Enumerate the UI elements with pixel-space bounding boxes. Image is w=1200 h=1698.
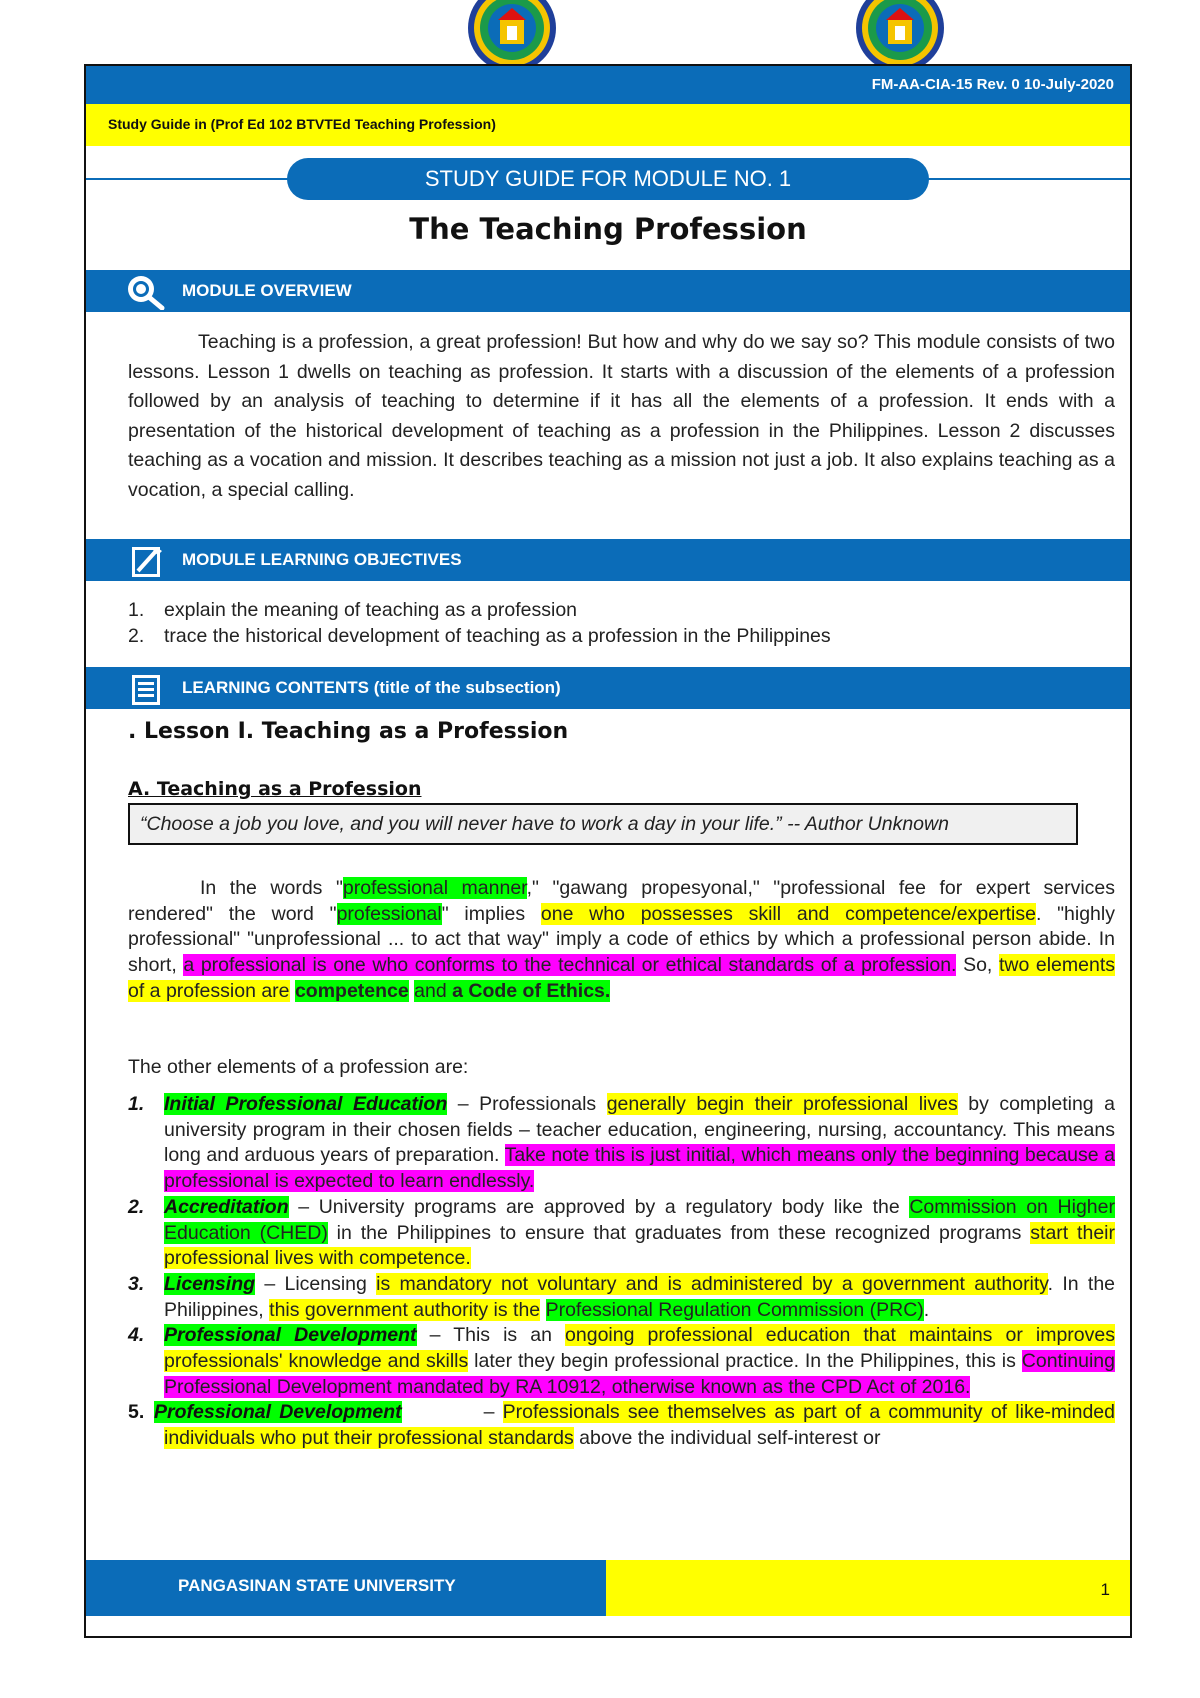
module-overview-label: MODULE OVERVIEW bbox=[182, 281, 352, 300]
list-item: 5. Professional Development – Professionals see themselves as part of a community of like-minded individuals who put their professional standards above the individual self-interest or bbox=[128, 1401, 1115, 1450]
learning-contents-bar bbox=[86, 667, 1130, 709]
magnifier-icon bbox=[122, 272, 168, 310]
university-name: PANGASINAN STATE UNIVERSITY bbox=[178, 1576, 456, 1595]
learning-contents-label: LEARNING CONTENTS (title of the subsection) bbox=[182, 678, 561, 697]
quote-box: “Choose a job you love, and you will never have to work a day in your life.” -- Author Unknown bbox=[128, 803, 1078, 845]
lesson-title: . Lesson I. Teaching as a Profession bbox=[128, 719, 569, 744]
university-logo-left bbox=[462, 0, 562, 70]
list-item: 3. Licensing – Licensing is mandatory not voluntary and is administered by a government authority. In the Philippines, this government authority is the Professional Regulation Commission (PRC). bbox=[128, 1272, 1116, 1321]
study-guide-label: Study Guide in (Prof Ed 102 BTVTEd Teaching Profession) bbox=[108, 116, 496, 132]
list-item: 4. Professional Development – This is an ongoing professional education that maintains or improves professionals' knowledge and skills later they begin professional practice. In the Philippines, this is Continuing Professional Development mandated by RA 10912, otherwise known as the CPD Act of 2016. bbox=[128, 1324, 1115, 1398]
form-code: FM-AA-CIA-15 Rev. 0 10-July-2020 bbox=[871, 76, 1114, 93]
module-banner: STUDY GUIDE FOR MODULE NO. 1 bbox=[287, 158, 929, 200]
profession-paragraph: In the words "professional manner," "gawang propesyonal," "professional fee for expert services rendered" the word "professional" implies one who possesses skill and competence/expertise. "highly professional" "unprofessional ... to act that way" imply a code of ethics by which a professional person abide. In short, a professional is one who conforms to the technical or ethical standards of a profession. So, two elements of a profession are competence and a Code of Ethics. bbox=[128, 877, 1116, 1002]
other-elements-intro: The other elements of a profession are: bbox=[128, 1056, 469, 1078]
elements-list bbox=[128, 1092, 1115, 1452]
module-overview-bar bbox=[86, 270, 1130, 312]
subsection-title: A. Teaching as a Profession bbox=[128, 778, 422, 800]
page-title: The Teaching Profession bbox=[409, 212, 807, 246]
objectives-list bbox=[128, 597, 831, 649]
university-logo-right bbox=[850, 0, 950, 70]
learning-objectives-bar bbox=[86, 539, 1130, 581]
list-item: 1. explain the meaning of teaching as a profession bbox=[128, 599, 578, 621]
page-number: 1 bbox=[1100, 1580, 1110, 1599]
list-item: 1. Initial Professional Education – Professionals generally begin their professional lives by completing a university program in their chosen fields – teacher education, engineering, nursing, accountancy. This means long and arduous years of preparation. Take note this is just initial, which means only the beginning because a professional is expected to learn endlessly. bbox=[128, 1093, 1115, 1193]
document-list-icon bbox=[122, 669, 168, 707]
study-guide-bar bbox=[86, 104, 1130, 146]
pencil-note-icon bbox=[122, 541, 168, 579]
list-item: 2. trace the historical development of teaching as a profession in the Philippines bbox=[128, 625, 831, 647]
footer-university-bar bbox=[86, 1560, 606, 1616]
list-item: 2. Accreditation – University programs are approved by a regulatory body like the Commission on Higher Education (CHED) in the Philippines to ensure that graduates from these recognized programs start their professional lives with competence. bbox=[128, 1195, 1115, 1270]
header-bar bbox=[86, 66, 1130, 104]
learning-objectives-label: MODULE LEARNING OBJECTIVES bbox=[182, 550, 462, 569]
footer-page-bar bbox=[606, 1560, 1130, 1616]
overview-paragraph: Teaching is a profession, a great profession! But how and why do we say so? This module consists of two lessons. Lesson 1 dwells on teaching as profession. It starts with a discussion of the elements of a profession followed by an analysis of teaching to determine if it has all the elements of a profession. It ends with a presentation of the historical development of teaching as a profession in the Philippines. Lesson 2 discusses teaching as a vocation and mission. It describes teaching as a mission not just a job. It also explains teaching as a vocation, a special calling. bbox=[128, 331, 1115, 501]
